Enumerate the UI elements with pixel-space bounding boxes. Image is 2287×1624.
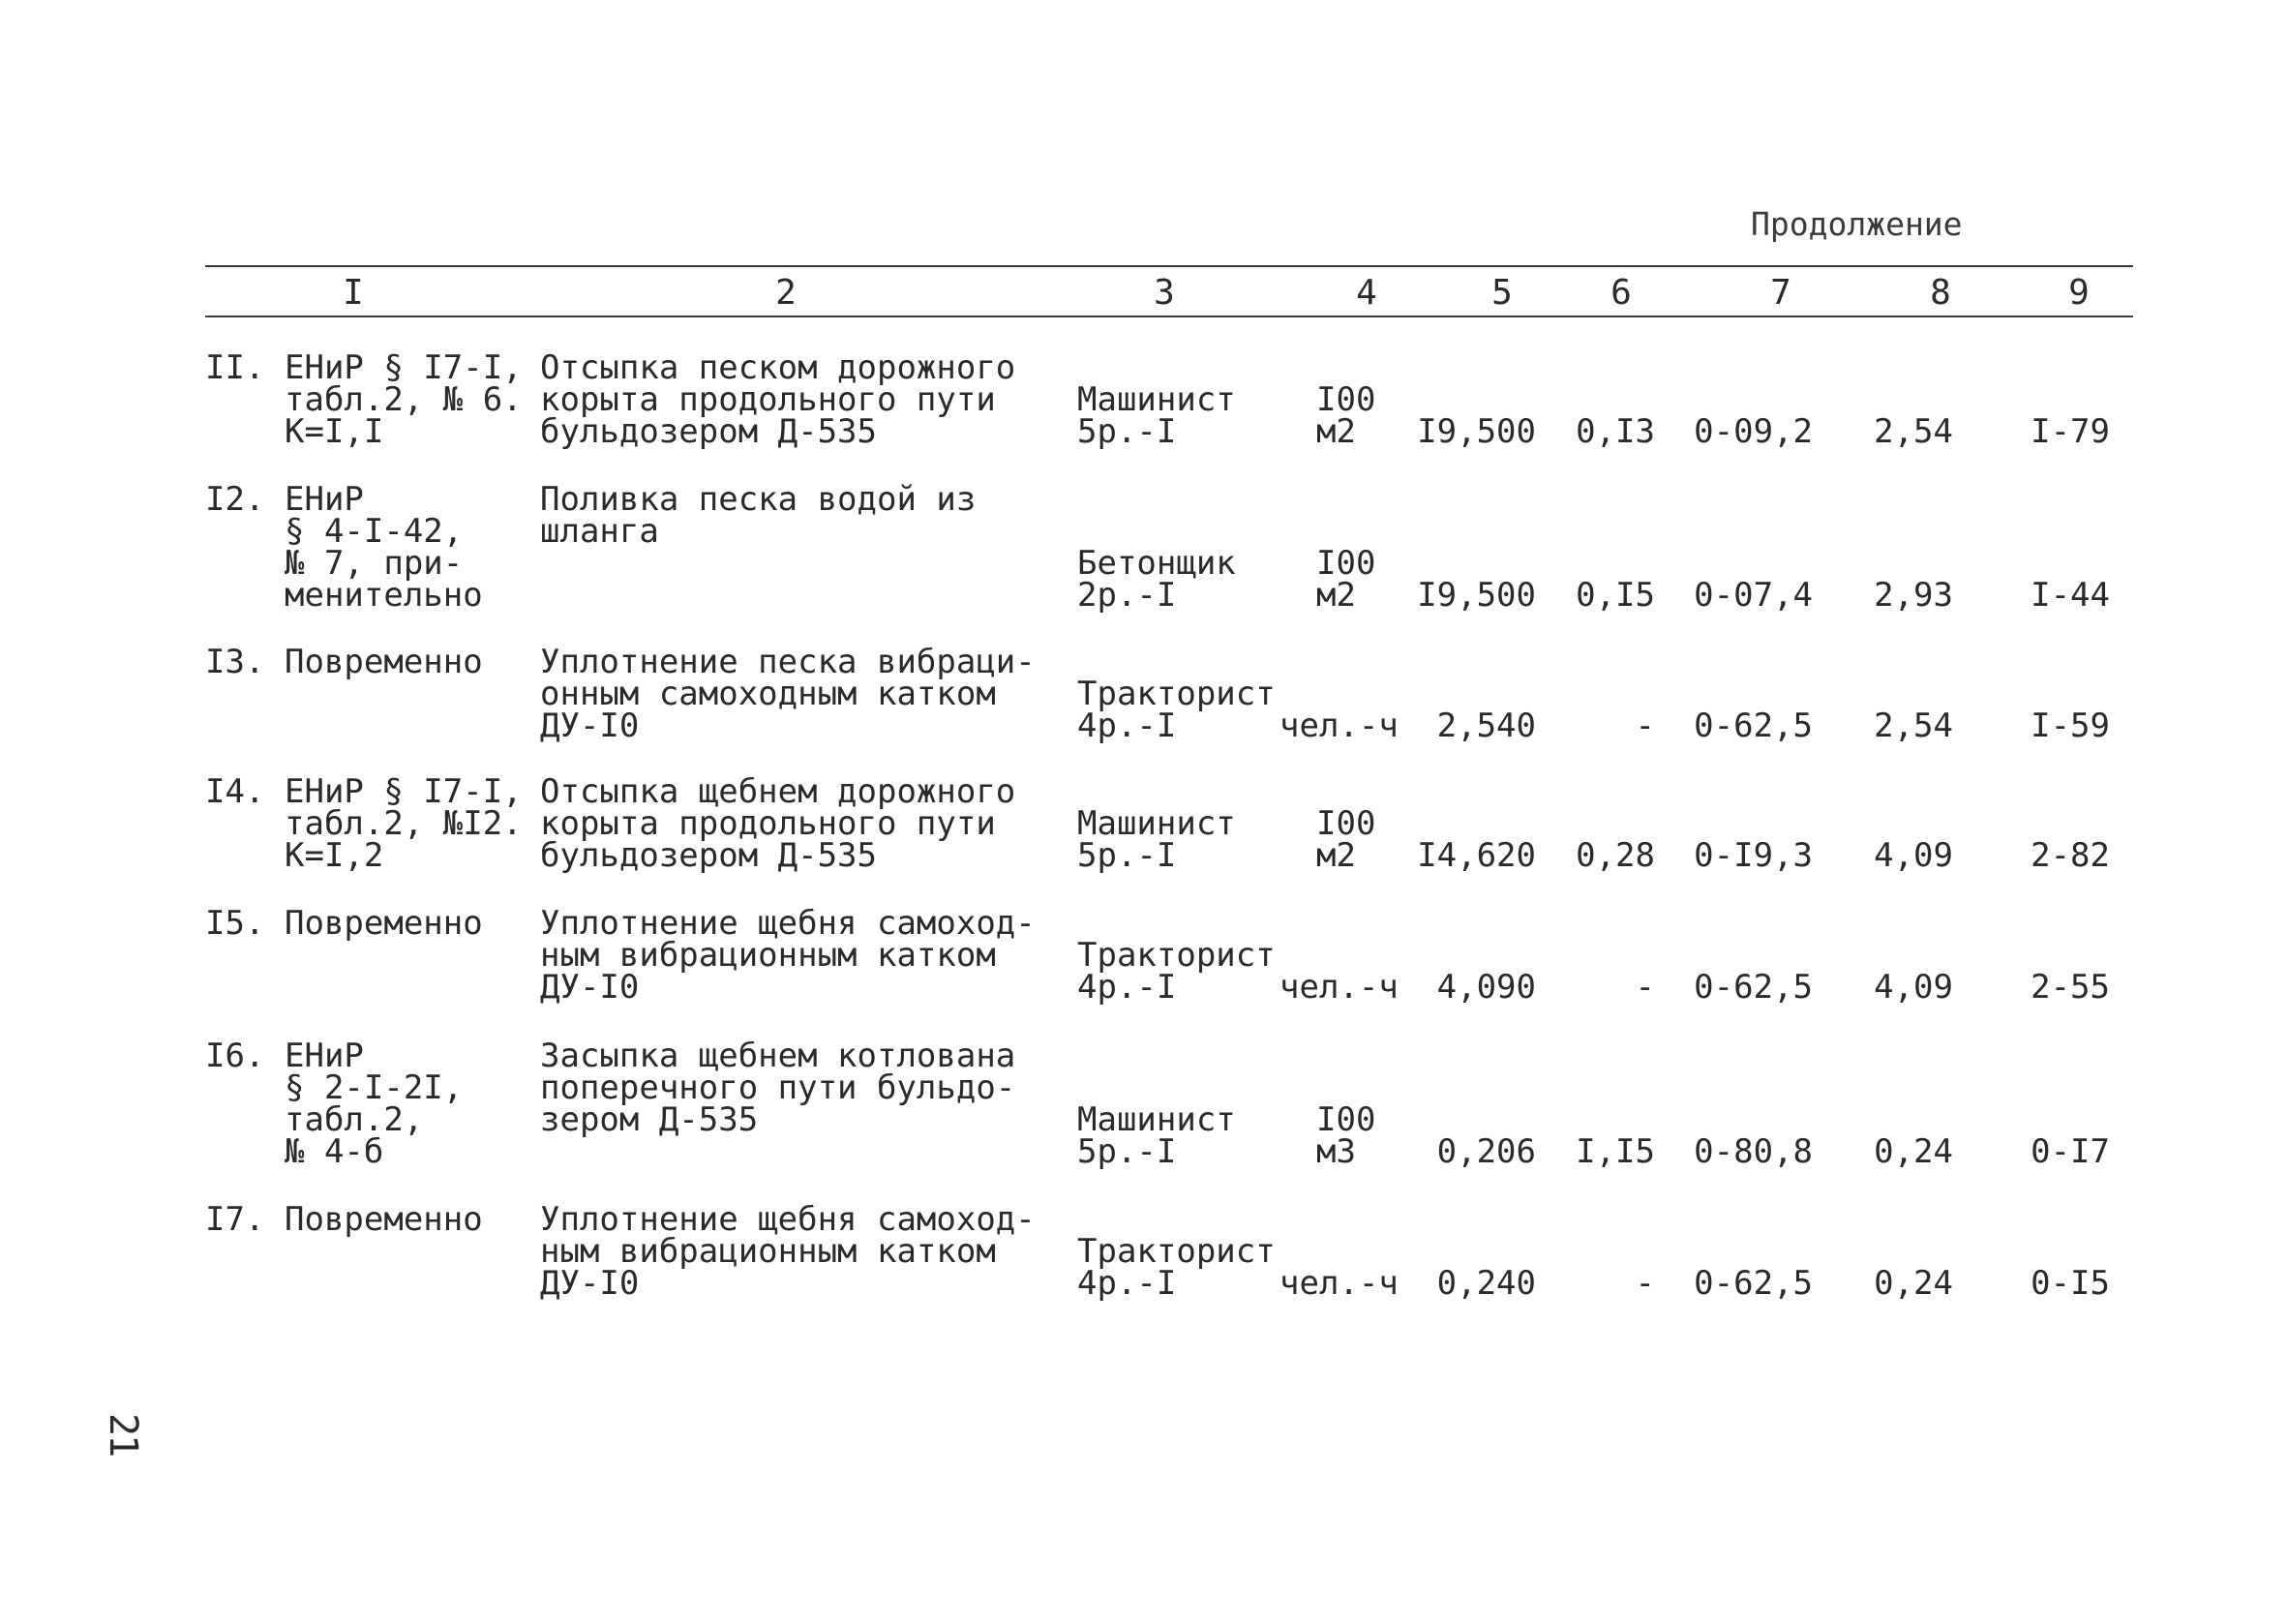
work-description: Засыпка щебнем котлована поперечного пути бульдо- зером Д-535	[540, 1037, 1016, 1139]
norm-reference: ЕНиР § 2-I-2I, табл.2, № 4-б	[285, 1037, 464, 1171]
work-description: Уплотнение щебня самоход- ным вибрационным катком ДУ-I0	[540, 904, 1036, 1007]
norm-reference: ЕНиР § I7-I, табл.2, №I2. К=I,2	[285, 772, 523, 875]
worker-category: Машинист 5р.-I	[1077, 1100, 1236, 1171]
col9-cost: I-44	[2031, 576, 2110, 615]
col7-rate: 0-I9,3	[1694, 836, 1813, 875]
col5-volume: 0,240	[1436, 1264, 1536, 1303]
column-number-1: I	[343, 273, 364, 313]
col8-labor: 0,24	[1874, 1132, 1953, 1171]
header-bottom-rule	[205, 316, 2133, 317]
unit-of-measure: чел.-ч	[1279, 968, 1399, 1007]
col9-cost: 0-I5	[2031, 1264, 2110, 1303]
unit-of-measure: I00 м2	[1316, 544, 1376, 615]
work-description: Отсыпка песком дорожного корыта продольного пути бульдозером Д-535	[540, 348, 1016, 451]
column-number-7: 7	[1770, 273, 1791, 313]
norm-reference: ЕНиР § 4-I-42, № 7, при- менительно	[285, 480, 483, 615]
col9-cost: 0-I7	[2031, 1132, 2110, 1171]
col8-labor: 2,54	[1874, 707, 1953, 745]
col9-cost: 2-82	[2031, 836, 2110, 875]
col8-labor: 0,24	[1874, 1264, 1953, 1303]
column-number-2: 2	[775, 273, 797, 313]
col8-labor: 4,09	[1874, 968, 1953, 1007]
row-number: I7.	[205, 1200, 265, 1239]
row-number: I2.	[205, 480, 265, 519]
work-description: Поливка песка водой из шланга	[540, 480, 977, 551]
unit-of-measure: чел.-ч	[1279, 1264, 1399, 1303]
page-number: 21	[101, 1413, 145, 1457]
col6-norm-time: -	[1635, 707, 1655, 745]
col8-labor: 2,54	[1874, 412, 1953, 451]
header-top-rule	[205, 265, 2133, 267]
unit-of-measure: I00 м2	[1316, 804, 1376, 875]
work-description: Уплотнение песка вибраци- онным самоходным катком ДУ-I0	[540, 643, 1036, 745]
norm-reference: Повременно	[285, 904, 483, 943]
col5-volume: 0,206	[1436, 1132, 1536, 1171]
column-number-8: 8	[1930, 273, 1951, 313]
column-number-3: 3	[1154, 273, 1175, 313]
col5-volume: 4,090	[1436, 968, 1536, 1007]
column-number-5: 5	[1491, 273, 1513, 313]
row-number: I5.	[205, 904, 265, 943]
unit-of-measure: I00 м2	[1316, 380, 1376, 451]
norm-reference: ЕНиР § I7-I, табл.2, № 6. К=I,I	[285, 348, 523, 451]
unit-of-measure: I00 м3	[1316, 1100, 1376, 1171]
col6-norm-time: -	[1635, 1264, 1655, 1303]
col5-volume: I9,500	[1417, 576, 1536, 615]
norm-reference: Повременно	[285, 643, 483, 681]
work-description: Уплотнение щебня самоход- ным вибрационным катком ДУ-I0	[540, 1200, 1036, 1303]
norm-reference: Повременно	[285, 1200, 483, 1239]
row-number: I4.	[205, 772, 265, 811]
col8-labor: 2,93	[1874, 576, 1953, 615]
col7-rate: 0-09,2	[1694, 412, 1813, 451]
col6-norm-time: 0,I5	[1576, 576, 1655, 615]
column-number-4: 4	[1356, 273, 1377, 313]
column-number-6: 6	[1610, 273, 1632, 313]
worker-category: Тракторист 4р.-I	[1077, 1232, 1276, 1303]
worker-category: Машинист 5р.-I	[1077, 380, 1236, 451]
worker-category: Машинист 5р.-I	[1077, 804, 1236, 875]
col5-volume: I9,500	[1417, 412, 1536, 451]
col6-norm-time: 0,28	[1576, 836, 1655, 875]
col5-volume: I4,620	[1417, 836, 1536, 875]
col5-volume: 2,540	[1436, 707, 1536, 745]
col7-rate: 0-80,8	[1694, 1132, 1813, 1171]
col7-rate: 0-62,5	[1694, 1264, 1813, 1303]
worker-category: Тракторист 4р.-I	[1077, 675, 1276, 745]
unit-of-measure: чел.-ч	[1279, 707, 1399, 745]
col9-cost: 2-55	[2031, 968, 2110, 1007]
col6-norm-time: 0,I3	[1576, 412, 1655, 451]
work-description: Отсыпка щебнем дорожного корыта продольного пути бульдозером Д-535	[540, 772, 1016, 875]
worker-category: Бетонщик 2р.-I	[1077, 544, 1236, 615]
col7-rate: 0-62,5	[1694, 707, 1813, 745]
col6-norm-time: -	[1635, 968, 1655, 1007]
column-number-9: 9	[2068, 273, 2090, 313]
worker-category: Тракторист 4р.-I	[1077, 936, 1276, 1007]
row-number: I3.	[205, 643, 265, 681]
col7-rate: 0-07,4	[1694, 576, 1813, 615]
col7-rate: 0-62,5	[1694, 968, 1813, 1007]
row-number: I6.	[205, 1037, 265, 1075]
col9-cost: I-59	[2031, 707, 2110, 745]
col9-cost: I-79	[2031, 412, 2110, 451]
col8-labor: 4,09	[1874, 836, 1953, 875]
continuation-label: Продолжение	[1751, 205, 1963, 243]
row-number: II.	[205, 348, 265, 387]
col6-norm-time: I,I5	[1576, 1132, 1655, 1171]
